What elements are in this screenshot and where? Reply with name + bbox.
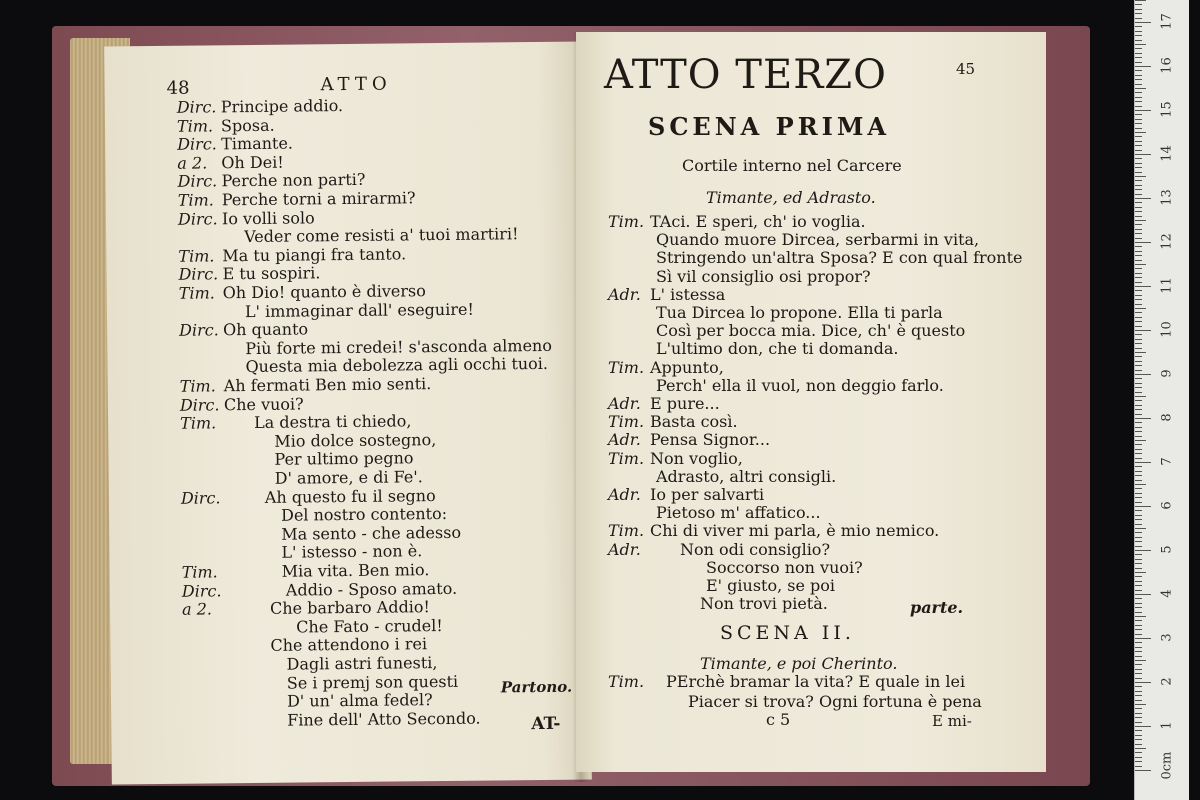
ruler-tick <box>1135 757 1142 758</box>
ruler-tick <box>1135 198 1151 199</box>
ruler-tick <box>1135 339 1142 340</box>
ruler-tick <box>1135 678 1142 679</box>
ruler-tick <box>1135 238 1142 239</box>
ruler-tick <box>1135 669 1142 670</box>
ruler-tick <box>1135 722 1142 723</box>
scene-setting: Cortile interno nel Carcere <box>682 156 902 175</box>
speaker-label: Dirc. <box>177 171 218 192</box>
ruler-label: 15 <box>1159 101 1175 118</box>
ruler-tick <box>1135 352 1146 353</box>
speaker-label: Tim. <box>178 283 215 303</box>
ruler-tick <box>1135 172 1142 173</box>
ruler-tick <box>1135 449 1142 450</box>
ruler-tick <box>1135 286 1151 287</box>
speaker-label: Tim. <box>608 412 645 432</box>
dialogue-line: Pensa Signor... <box>650 430 771 450</box>
speaker-label: Adr. <box>608 430 641 450</box>
ruler-tick <box>1135 9 1142 10</box>
dialogue-line: Ah questo fu il segno <box>264 485 436 507</box>
speaker-label: Dirc. <box>177 208 218 229</box>
dialogue-line: Perche torni a mirarmi? <box>221 188 416 210</box>
ruler-tick <box>1135 299 1142 300</box>
dialogue-line: Oh Dio! quanto è diverso <box>222 281 426 303</box>
speaker-label: Adr. <box>608 485 641 504</box>
dialogue-line: L' immaginar dall' eseguire! <box>244 299 474 321</box>
speaker-label: Adr. <box>608 394 641 413</box>
dialogue-line: Soccorso non vuoi? <box>706 557 863 577</box>
ruler-tick <box>1135 616 1146 617</box>
speaker-label: Tim. <box>181 562 218 582</box>
ruler-tick <box>1135 427 1142 428</box>
ruler-tick <box>1135 207 1142 208</box>
ruler-tick <box>1135 282 1142 283</box>
ruler-tick <box>1135 528 1146 529</box>
dialogue-line: Che attendono i rei <box>270 634 428 656</box>
dialogue-line: Pietoso m' affatico... <box>656 503 821 523</box>
ruler-label: 4 <box>1159 589 1175 598</box>
dialogue-line: Ma sento - che adesso <box>281 522 462 544</box>
dialogue-line: Appunto, <box>650 357 724 377</box>
ruler-tick <box>1135 405 1142 406</box>
dialogue-line: Io volli solo <box>221 207 315 228</box>
dialogue-line: L' istesso - non è. <box>281 541 423 563</box>
speaker-label: Tim. <box>176 115 214 136</box>
ruler-tick <box>1135 251 1142 252</box>
speaker-label: Dirc. <box>179 320 219 340</box>
ruler-tick <box>1135 273 1142 274</box>
scene1-title: SCENA PRIMA <box>648 112 891 141</box>
ruler-tick <box>1135 268 1142 269</box>
ruler-tick <box>1135 559 1142 560</box>
ruler-tick <box>1135 691 1142 692</box>
ruler-tick <box>1135 387 1142 388</box>
dialogue-line: Perch' ella il vuol, non deggio farlo. <box>656 375 944 395</box>
ruler-tick <box>1135 62 1142 63</box>
ruler-tick <box>1135 290 1142 291</box>
ruler-tick <box>1135 361 1142 362</box>
dialogue-line: Che Fato - crudel! <box>296 615 443 637</box>
ruler-label: 12 <box>1159 233 1175 250</box>
dialogue-line: Piacer si trova? Ogni fortuna è pena <box>688 692 982 711</box>
dialogue-line: Non odi consiglio? <box>680 539 831 559</box>
ruler-tick <box>1135 713 1142 714</box>
ruler-tick <box>1135 488 1142 489</box>
ruler-tick <box>1135 519 1142 520</box>
dialogue-line: Chi di viver mi parla, è mio nemico. <box>650 521 940 541</box>
ruler-tick <box>1135 515 1142 516</box>
ruler-tick <box>1135 40 1142 41</box>
speaker-label: a 2. <box>177 153 208 173</box>
act-title: ATTO TERZO <box>604 52 887 98</box>
ruler-tick <box>1135 220 1146 221</box>
ruler-tick <box>1135 189 1142 190</box>
dialogue-line: Fine dell' Atto Secondo. <box>287 708 481 730</box>
dialogue-line: Perche non parti? <box>221 170 366 191</box>
ruler-tick <box>1135 440 1146 441</box>
ruler-tick <box>1135 141 1142 142</box>
ruler-tick <box>1135 75 1142 76</box>
ruler-tick <box>1135 563 1142 564</box>
speaker-label: Tim. <box>608 448 645 468</box>
dialogue-line: Sì vil consiglio osi propor? <box>656 266 871 286</box>
ruler-tick <box>1135 365 1142 366</box>
ruler-tick <box>1135 334 1142 335</box>
ruler-tick <box>1135 145 1142 146</box>
ruler-tick <box>1135 97 1142 98</box>
ruler-tick <box>1135 44 1146 45</box>
ruler-tick <box>1135 471 1142 472</box>
dialogue-line: Adrasto, altri consigli. <box>656 466 837 486</box>
dialogue-line: Veder come resisti a' tuoi martiri! <box>244 224 519 247</box>
dialogue-line: Ah fermati Ben mio senti. <box>223 374 432 396</box>
ruler-tick <box>1135 84 1142 85</box>
dialogue-line: Così per bocca mia. Dice, ch' è questo <box>656 321 966 341</box>
dialogue-line: Tua Dircea lo propone. Ella ti parla <box>656 303 943 322</box>
ruler-tick <box>1135 634 1142 635</box>
ruler-tick <box>1135 119 1142 120</box>
ruler-tick <box>1135 466 1142 467</box>
ruler-tick <box>1135 176 1146 177</box>
ruler-tick <box>1135 132 1146 133</box>
dialogue-line: Questa mia debolezza agli occhi tuoi. <box>245 354 549 377</box>
speaker-label: Dirc. <box>181 580 222 601</box>
ruler-tick <box>1135 554 1142 555</box>
speaker-label: Dirc. <box>178 264 219 285</box>
dialogue-line: Principe addio. <box>220 96 344 117</box>
ruler-tick <box>1135 656 1142 657</box>
ruler-tick <box>1135 88 1146 89</box>
ruler-tick <box>1135 475 1142 476</box>
dialogue-line: Più forte mi credei! s'asconda almeno <box>245 335 553 358</box>
dialogue-line: Ma tu piangi fra tanto. <box>222 244 407 266</box>
speaker-label: Tim. <box>177 190 214 210</box>
dialogue-line: Timante. <box>221 133 294 154</box>
ruler-tick <box>1135 158 1142 159</box>
ruler-label: 8 <box>1159 413 1175 422</box>
ruler-tick <box>1135 660 1146 661</box>
ruler-tick <box>1135 506 1151 507</box>
ruler-tick <box>1135 383 1142 384</box>
scene2-title: SCENA II. <box>720 622 855 644</box>
dialogue-line: Non trovi pietà. <box>700 594 828 614</box>
ruler-label: 6 <box>1159 501 1175 510</box>
ruler-tick <box>1135 180 1142 181</box>
ruler-label: 7 <box>1159 457 1175 466</box>
ruler-tick <box>1135 400 1142 401</box>
ruler-label: 1 <box>1159 721 1175 730</box>
left-page-header: ATTO <box>320 73 392 96</box>
ruler-label: 2 <box>1159 677 1175 686</box>
ruler-tick <box>1135 211 1142 212</box>
dialogue-line: Sposa. <box>220 115 275 135</box>
ruler-tick <box>1135 752 1142 753</box>
speaker-label: Adr. <box>608 284 641 304</box>
ruler-tick <box>1135 66 1151 67</box>
ruler-tick <box>1135 4 1142 5</box>
ruler-tick <box>1135 581 1142 582</box>
ruler-tick <box>1135 664 1142 665</box>
speaker-label: Tim. <box>608 672 645 691</box>
ruler-tick <box>1135 246 1142 247</box>
speaker-label: Dirc. <box>180 487 221 508</box>
ruler-label: 17 <box>1159 13 1175 30</box>
ruler-tick <box>1135 277 1142 278</box>
ruler-tick <box>1135 26 1142 27</box>
ruler-tick <box>1135 308 1146 309</box>
ruler-tick <box>1135 572 1146 573</box>
dialogue-line: L' istessa <box>650 284 726 304</box>
ruler-tick <box>1135 607 1142 608</box>
ruler-tick <box>1135 356 1142 357</box>
ruler-tick <box>1135 264 1146 265</box>
dialogue-line: D' amore, e di Fe'. <box>274 467 423 488</box>
ruler-tick <box>1135 185 1142 186</box>
partono-direction: Partono. <box>500 677 573 697</box>
ruler-tick <box>1135 502 1142 503</box>
ruler-tick <box>1135 18 1142 19</box>
ruler-tick <box>1135 317 1142 318</box>
ruler-tick <box>1135 295 1142 296</box>
ruler-tick <box>1135 321 1142 322</box>
ruler-tick <box>1135 704 1146 705</box>
ruler-tick <box>1135 686 1142 687</box>
ruler-tick <box>1135 695 1142 696</box>
speaker-label: Tim. <box>608 521 645 541</box>
dialogue-line: Dagli astri funesti, <box>286 653 438 674</box>
speaker-label: Dirc. <box>179 394 220 415</box>
ruler-tick <box>1135 603 1142 604</box>
ruler-tick <box>1135 647 1142 648</box>
ruler-tick <box>1135 568 1142 569</box>
dialogue-line: Io per salvarti <box>650 485 765 504</box>
ruler-tick <box>1135 761 1142 762</box>
ruler-label: 9 <box>1159 369 1175 378</box>
ruler-tick <box>1135 414 1142 415</box>
ruler-tick <box>1135 638 1151 639</box>
ruler-tick <box>1135 629 1142 630</box>
dialogue-line: La destra ti chiedo, <box>253 411 412 433</box>
ruler-tick <box>1135 343 1142 344</box>
ruler-tick <box>1135 92 1142 93</box>
right-catchword: E mi- <box>932 712 972 730</box>
ruler-tick <box>1135 418 1151 419</box>
ruler-tick <box>1135 462 1151 463</box>
ruler-tick <box>1135 484 1146 485</box>
ruler-tick <box>1135 598 1142 599</box>
speaker-label: Dirc. <box>176 97 217 117</box>
dialogue-line: E pure... <box>650 394 720 413</box>
ruler-tick <box>1135 194 1142 195</box>
speaker-label: Tim. <box>180 413 217 433</box>
ruler-tick <box>1135 348 1142 349</box>
ruler-tick <box>1135 673 1142 674</box>
ruler-tick <box>1135 708 1142 709</box>
ruler-tick <box>1135 585 1142 586</box>
ruler-tick <box>1135 546 1142 547</box>
dialogue-line: Stringendo un'altra Sposa? E con qual fronte <box>656 248 1023 268</box>
speaker-label: Tim. <box>178 246 215 266</box>
ruler-tick <box>1135 53 1142 54</box>
ruler-tick <box>1135 770 1151 771</box>
ruler-tick <box>1135 70 1142 71</box>
ruler-tick <box>1135 739 1142 740</box>
parte-direction: parte. <box>910 598 964 617</box>
ruler-tick <box>1135 497 1142 498</box>
dialogue-line: Mio dolce sostegno, <box>274 429 437 451</box>
ruler-tick <box>1135 396 1146 397</box>
speaker-label: Tim. <box>608 357 645 377</box>
ruler-tick <box>1135 682 1151 683</box>
ruler-tick <box>1135 620 1142 621</box>
ruler-tick <box>1135 224 1142 225</box>
ruler-tick <box>1135 541 1142 542</box>
ruler-tick <box>1135 22 1151 23</box>
left-catchword: AT- <box>531 713 561 735</box>
ruler-tick <box>1135 766 1142 767</box>
ruler-tick <box>1135 167 1142 168</box>
speaker-label: Tim. <box>608 212 645 231</box>
ruler-label: 10 <box>1159 321 1175 338</box>
ruler-tick <box>1135 229 1142 230</box>
dialogue-line: TAci. E speri, ch' io voglia. <box>650 212 866 231</box>
ruler-tick <box>1135 651 1142 652</box>
ruler-label: 14 <box>1159 145 1175 162</box>
dialogue-line: PErchè bramar la vita? E quale in lei <box>666 672 966 691</box>
ruler-tick <box>1135 35 1142 36</box>
ruler-tick <box>1135 154 1151 155</box>
ruler-tick <box>1135 700 1142 701</box>
ruler-label: 0cm <box>1159 751 1175 780</box>
speaker-label: a 2. <box>181 599 213 619</box>
left-page-number: 48 <box>166 77 190 99</box>
ruler-tick <box>1135 326 1142 327</box>
ruler-label: 11 <box>1159 277 1175 294</box>
dialogue-line: Basta così. <box>650 412 738 432</box>
dialogue-line: L'ultimo don, che ti domanda. <box>656 339 899 359</box>
ruler-tick <box>1135 242 1151 243</box>
ruler-tick <box>1135 48 1142 49</box>
ruler-label: 16 <box>1159 57 1175 74</box>
ruler-tick <box>1135 378 1142 379</box>
ruler-tick <box>1135 510 1142 511</box>
ruler-tick <box>1135 202 1142 203</box>
dialogue-line: Per ultimo pegno <box>274 448 414 470</box>
scene2-characters: Timante, e poi Cherinto. <box>700 654 898 673</box>
ruler-tick <box>1135 730 1142 731</box>
dialogue-line: Oh Dei! <box>221 152 284 173</box>
ruler-tick <box>1135 744 1142 745</box>
dialogue-line: Che barbaro Addio! <box>269 597 431 619</box>
scene1-characters: Timante, ed Adrasto. <box>706 188 876 207</box>
ruler-tick <box>1135 480 1142 481</box>
ruler-tick <box>1135 150 1142 151</box>
ruler-tick <box>1135 13 1142 14</box>
ruler-tick <box>1135 422 1142 423</box>
dialogue-line: Se i premj son questi <box>286 671 459 693</box>
ruler-tick <box>1135 735 1142 736</box>
ruler-tick <box>1135 330 1151 331</box>
ruler-tick <box>1135 537 1142 538</box>
ruler-tick <box>1135 216 1142 217</box>
ruler-tick <box>1135 31 1142 32</box>
ruler-tick <box>1135 106 1142 107</box>
ruler-tick <box>1135 524 1142 525</box>
ruler-tick <box>1135 370 1142 371</box>
dialogue-line: Addio - Sposo amato. <box>285 578 458 600</box>
dialogue-line: Che vuoi? <box>223 394 304 414</box>
ruler-tick <box>1135 255 1142 256</box>
ruler-tick <box>1135 110 1151 111</box>
dialogue-line: Non voglio, <box>650 448 743 468</box>
speaker-label: Dirc. <box>177 134 217 154</box>
speaker-label: Adr. <box>608 539 641 559</box>
ruler-tick <box>1135 726 1151 727</box>
ruler-tick <box>1135 748 1146 749</box>
ruler-tick <box>1135 233 1142 234</box>
ruler-tick <box>1135 717 1142 718</box>
ruler-label: 5 <box>1159 545 1175 554</box>
ruler-tick <box>1135 431 1142 432</box>
ruler-tick <box>1135 532 1142 533</box>
ruler-tick <box>1135 79 1142 80</box>
dialogue-line: Quando muore Dircea, serbarmi in vita, <box>656 230 980 250</box>
ruler-tick <box>1135 590 1142 591</box>
speaker-label: Tim. <box>179 376 216 396</box>
ruler-tick <box>1135 392 1142 393</box>
ruler-tick <box>1135 444 1142 445</box>
ruler-tick <box>1135 594 1151 595</box>
ruler-tick <box>1135 57 1142 58</box>
dialogue-line: E tu sospiri. <box>222 263 321 284</box>
dialogue-line: D' un' alma fedel? <box>286 690 433 711</box>
ruler-tick <box>1135 101 1142 102</box>
ruler-tick <box>1135 612 1142 613</box>
ruler-tick <box>1135 123 1142 124</box>
dialogue-line: Mia vita. Ben mio. <box>281 560 430 581</box>
right-page <box>576 32 1046 772</box>
ruler-tick <box>1135 114 1142 115</box>
right-page-number: 45 <box>956 60 976 78</box>
ruler-tick <box>1135 493 1142 494</box>
ruler-tick <box>1135 260 1142 261</box>
ruler-tick <box>1135 304 1142 305</box>
ruler-tick <box>1135 550 1151 551</box>
ruler-tick <box>1135 163 1142 164</box>
ruler-tick <box>1135 642 1142 643</box>
ruler-label: 13 <box>1159 189 1175 206</box>
ruler-tick <box>1135 458 1142 459</box>
ruler-tick <box>1135 576 1142 577</box>
measurement-ruler <box>1134 0 1189 800</box>
ruler-tick <box>1135 128 1142 129</box>
ruler-tick <box>1135 312 1142 313</box>
ruler-tick <box>1135 374 1151 375</box>
dialogue-line: E' giusto, se poi <box>706 576 836 595</box>
ruler-label: 3 <box>1159 633 1175 642</box>
left-page <box>104 42 592 785</box>
ruler-tick <box>1135 0 1146 1</box>
dialogue-line: Del nostro contento: <box>280 504 448 525</box>
ruler-tick <box>1135 625 1142 626</box>
ruler-tick <box>1135 409 1142 410</box>
ruler-tick <box>1135 136 1142 137</box>
signature-mark: c 5 <box>766 710 791 729</box>
ruler-tick <box>1135 436 1142 437</box>
dialogue-line: Oh quanto <box>223 319 309 340</box>
ruler-tick <box>1135 453 1142 454</box>
